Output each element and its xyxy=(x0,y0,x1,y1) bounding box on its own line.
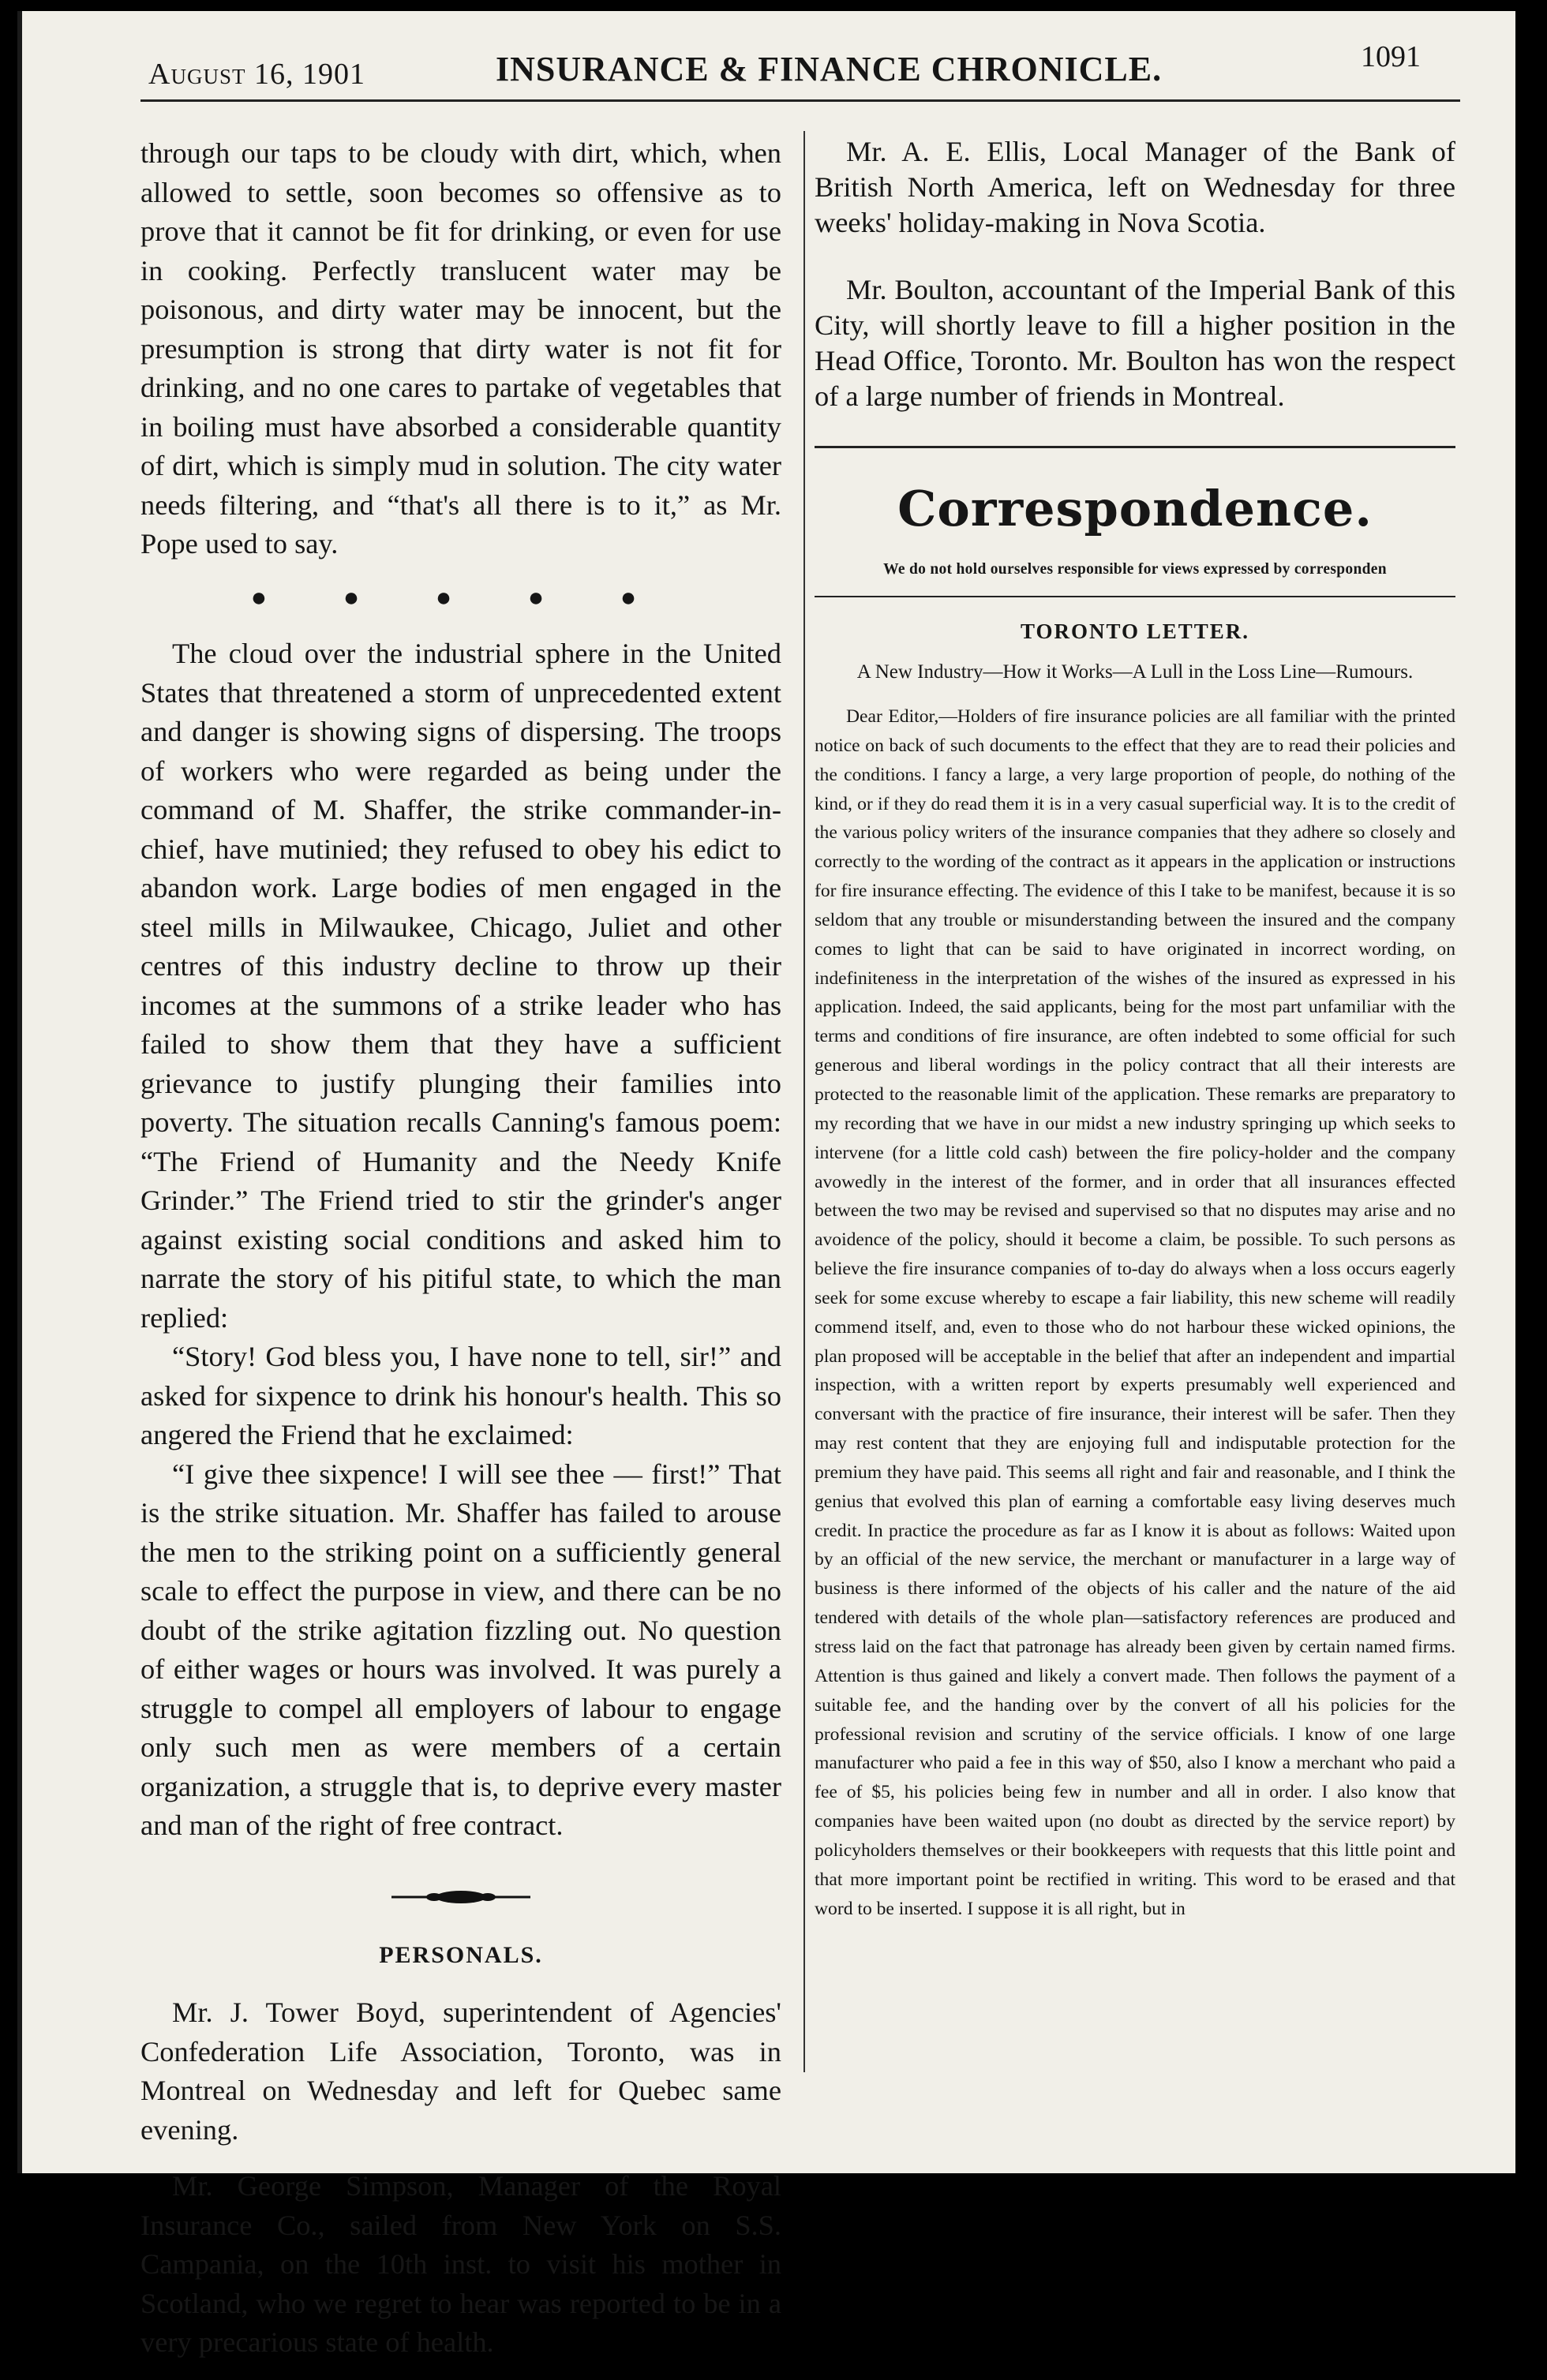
strike-paragraph: The cloud over the industrial sphere in the United States that threatened a storm of unprecedented extent and danger is showing signs of dispersing. The troops of workers who were regarded as being under the command of M. Shaffer, the strike commander-in-chief, have mutinied; they refused to obey his edict to abandon work. Large bodies of men engaged in the steel mills in Milwaukee, Chicago, Juliet and other centres of this industry decline to throw up their incomes at the summons of a strike leader who has failed to show them that they have a sufficient grievance to justify plunging their families into poverty. The situation recalls Canning's famous poem: “The Friend of Humanity and the Needy Knife Grinder.” The Friend tried to stir the grinder's anger against existing social conditions and asked him to narrate the story of his pitiful state, to which the man replied: xyxy=(140,638,781,1334)
left-column xyxy=(140,134,781,2380)
ornamental-divider xyxy=(391,1888,530,1906)
column-divider xyxy=(803,131,805,2072)
personal-item: Mr. Boulton, accountant of the Imperial Bank of this City, will shortly leave to fill a higher position in the Head Office, Toronto. Mr. Boulton has won the respect of a large number of friends in Montreal. xyxy=(815,274,1455,412)
personal-item: Mr. George Simpson, Manager of the Royal Insurance Co., sailed from New York on S.S. Campania, on the 10th inst. to visit his mother in Scotland, who we regret to hear was reported to be in a very precarious state of health. xyxy=(140,2170,781,2358)
page-number: 1091 xyxy=(1361,40,1421,73)
personals-section xyxy=(140,1993,781,2363)
personal-item: Mr. A. E. Ellis, Local Manager of the Bank of British North America, left on Wednesday for three weeks' holiday-making in Nova Scotia. xyxy=(815,136,1455,238)
issue-date: August 16, 1901 xyxy=(148,58,365,91)
letter-heading: TORONTO LETTER. xyxy=(1020,619,1250,643)
header-rule xyxy=(140,99,1460,102)
publication-title: INSURANCE & FINANCE CHRONICLE. xyxy=(496,50,1163,88)
personal-item: Mr. J. Tower Boyd, superintendent of Agencies' Confederation Life Association, Toronto, was in Montreal on Wednesday and left for Quebec same evening. xyxy=(140,1996,781,2146)
story-paragraph: “Story! God bless you, I have none to tell, sir!” and asked for sixpence to drink his honour's health. This so angered the Friend that he exclaimed: xyxy=(140,1341,781,1450)
personals-heading: PERSONALS. xyxy=(379,1941,543,1968)
sixpence-paragraph: “I give thee sixpence! I will see thee — first!” That is the strike situation. Mr. Shaffer has failed to arouse the men to the striking point on a sufficiently general scale to effect the purpose in view, and there can be no doubt of the strike agitation fizzling out. No question of either wages or hours was involved. It was purely a struggle to compel all employers of labour to engage only such men as were members of a certain organization, a struggle that is, to deprive every master and man of the right of free contract. xyxy=(140,1458,781,1841)
right-column xyxy=(815,134,1455,1923)
newspaper-page xyxy=(17,11,1515,2358)
water-paragraph: through our taps to be cloudy with dirt, which, when allowed to settle, soon becomes so offensive as to prove that it cannot be fit for drinking, or even for use in cooking. Perfectly translucent water may be poisonous, and dirty water may be innocent, but the presumption is strong that dirty water is not fit for drinking, and no one cares to partake of vegetables that in boiling must have absorbed a considerable quantity of dirt, which is simply mud in solution. The city water needs filtering, and “that's all there is to it,” as Mr. Pope used to say. xyxy=(140,137,781,559)
letter-subheading: A New Industry—How it Works—A Lull in the Loss Line—Rumours. xyxy=(856,661,1414,683)
section-rule xyxy=(815,446,1455,448)
letter-body: Dear Editor,—Holders of fire insurance policies are all familiar with the printed notice on back of such documents to the effect that they are to read their policies and the conditions. I fancy a large, a very large proportion of people, do nothing of the kind, or if they do read them it is in a very casual superficial way. It is to the credit of the various policy writers of the insurance companies that they adhere so closely and correctly to the wording of the contract as it appears in the application or instructions for fire insurance effecting. The evidence of this I take to be manifest, because it is so seldom that any trouble or misunderstanding between the insured and the company comes to light that can be said to have originated in incorrect wording, on indefiniteness in the interpretation of the wishes of the insured as expressed in his application. Indeed, the said applicants, being for the most part unfamiliar with the terms and conditions of fire insurance, are often indebted to some official for such generous and liberal wordings in the policy contract that all their interests are protected to the reasonable limit of the application. These remarks are preparatory to my recording that we have in our midst a new industry springing up which seeks to intervene (for a little cold cash) between the fire policy-holder and the company avowedly in the interest of the former, and in order that all insurances effected between the two may be revised and supervised so that no disputes may arise and no avoidence of the policy, should it become a claim, be possible. To such persons as believe the fire insurance companies of to-day do always when a loss occurs eagerly seek for some excuse whereby to escape a fair liability, this new scheme will readily commend itself, and, even to those who do not harbour these wicked opinions, the plan proposed will be acceptable in the belief that after an independent and impartial inspection, with a written report by experts presumably well experienced and conversant with the practice of fire insurance, their interest will be safer. Then they may rest content that they are enjoying full and indisputable protection for the premium they have paid. This seems all right and fair and reasonable, and I think the genius that evolved this plan of earning a comfortable easy living deserves much credit. In practice the procedure as far as I know it is about as follows: Waited upon by an official of the new service, the merchant or manufacturer in a large way of business is there informed of the objects of his caller and the nature of the aid tendered with details of the whole plan—satisfactory references are produced and stress laid on the fact that patronage has already been given by certain named firms. Attention is thus gained and likely a convert made. Then follows the payment of a suitable fee, and the handing over by the convert of all his policies for the professional revision and scrutiny of the service officials. I know of one large manufacturer who paid a fee in this way of $50, also I know a merchant who paid a fee of $5, his policies being few in number and all in order. I also know that companies have been waited upon (no doubt as directed by the service report) by policyholders themselves or their bookkeepers with requests that this little point and that more important point be rectified in writing. This word to be erased and that word to be inserted. I suppose it is all right, but in xyxy=(815,706,1455,1919)
disclaimer-rule xyxy=(815,596,1455,597)
section-separator-stars: ● ● ● ● ● xyxy=(250,582,672,612)
correspondence-title: Correspondence. xyxy=(897,480,1373,537)
correspondence-disclaimer: We do not hold ourselves responsible for views expressed by corresponden xyxy=(883,561,1387,578)
